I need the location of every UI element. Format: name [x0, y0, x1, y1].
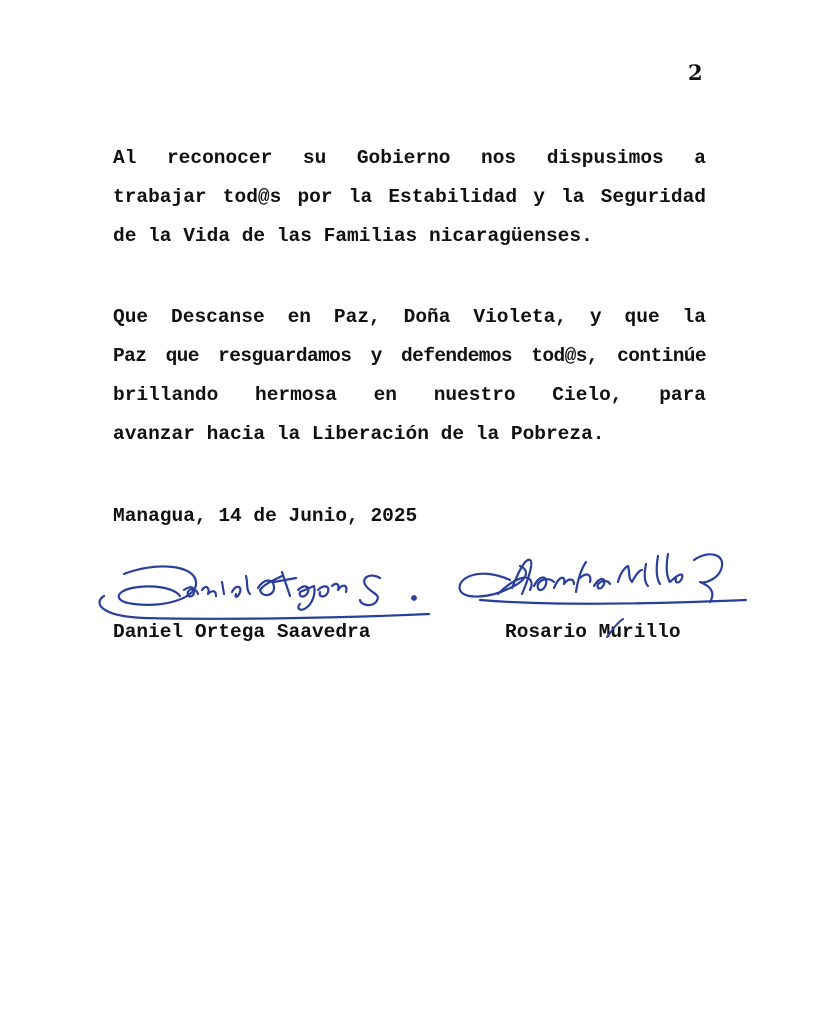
ink-stroke-mark	[605, 617, 625, 639]
paragraph-1	[113, 139, 706, 256]
paragraph-2-line-4: avanzar hacia la Liberación de la Pobreza.	[113, 423, 605, 445]
signature-left-image	[84, 552, 434, 627]
page-number: 2	[688, 60, 703, 85]
place-date: Managua, 14 de Junio, 2025	[113, 505, 418, 527]
paragraph-1-line-2: trabajar tod@s por la Estabilidad y la Seguridad	[113, 186, 706, 208]
signatory-name-right	[505, 621, 681, 643]
paragraph-1-line-3: de la Vida de las Familias nicaragüenses.	[113, 225, 593, 247]
paragraph-2	[113, 298, 706, 454]
paragraph-1-line-1: Al reconocer su Gobierno nos dispusimos a	[113, 147, 706, 169]
signatory-name-left: Daniel Ortega Saavedra	[113, 621, 371, 643]
paragraph-2-line-1: Que Descanse en Paz, Doña Violeta, y que la	[113, 306, 706, 328]
paragraph-2-line-2: Paz que resguardamos y defendemos tod@s, continúe	[113, 345, 706, 367]
signatory-name-right-text: Rosario Murillo	[505, 621, 681, 643]
paragraph-2-line-3: brillando hermosa en nuestro Cielo, para	[113, 384, 706, 406]
